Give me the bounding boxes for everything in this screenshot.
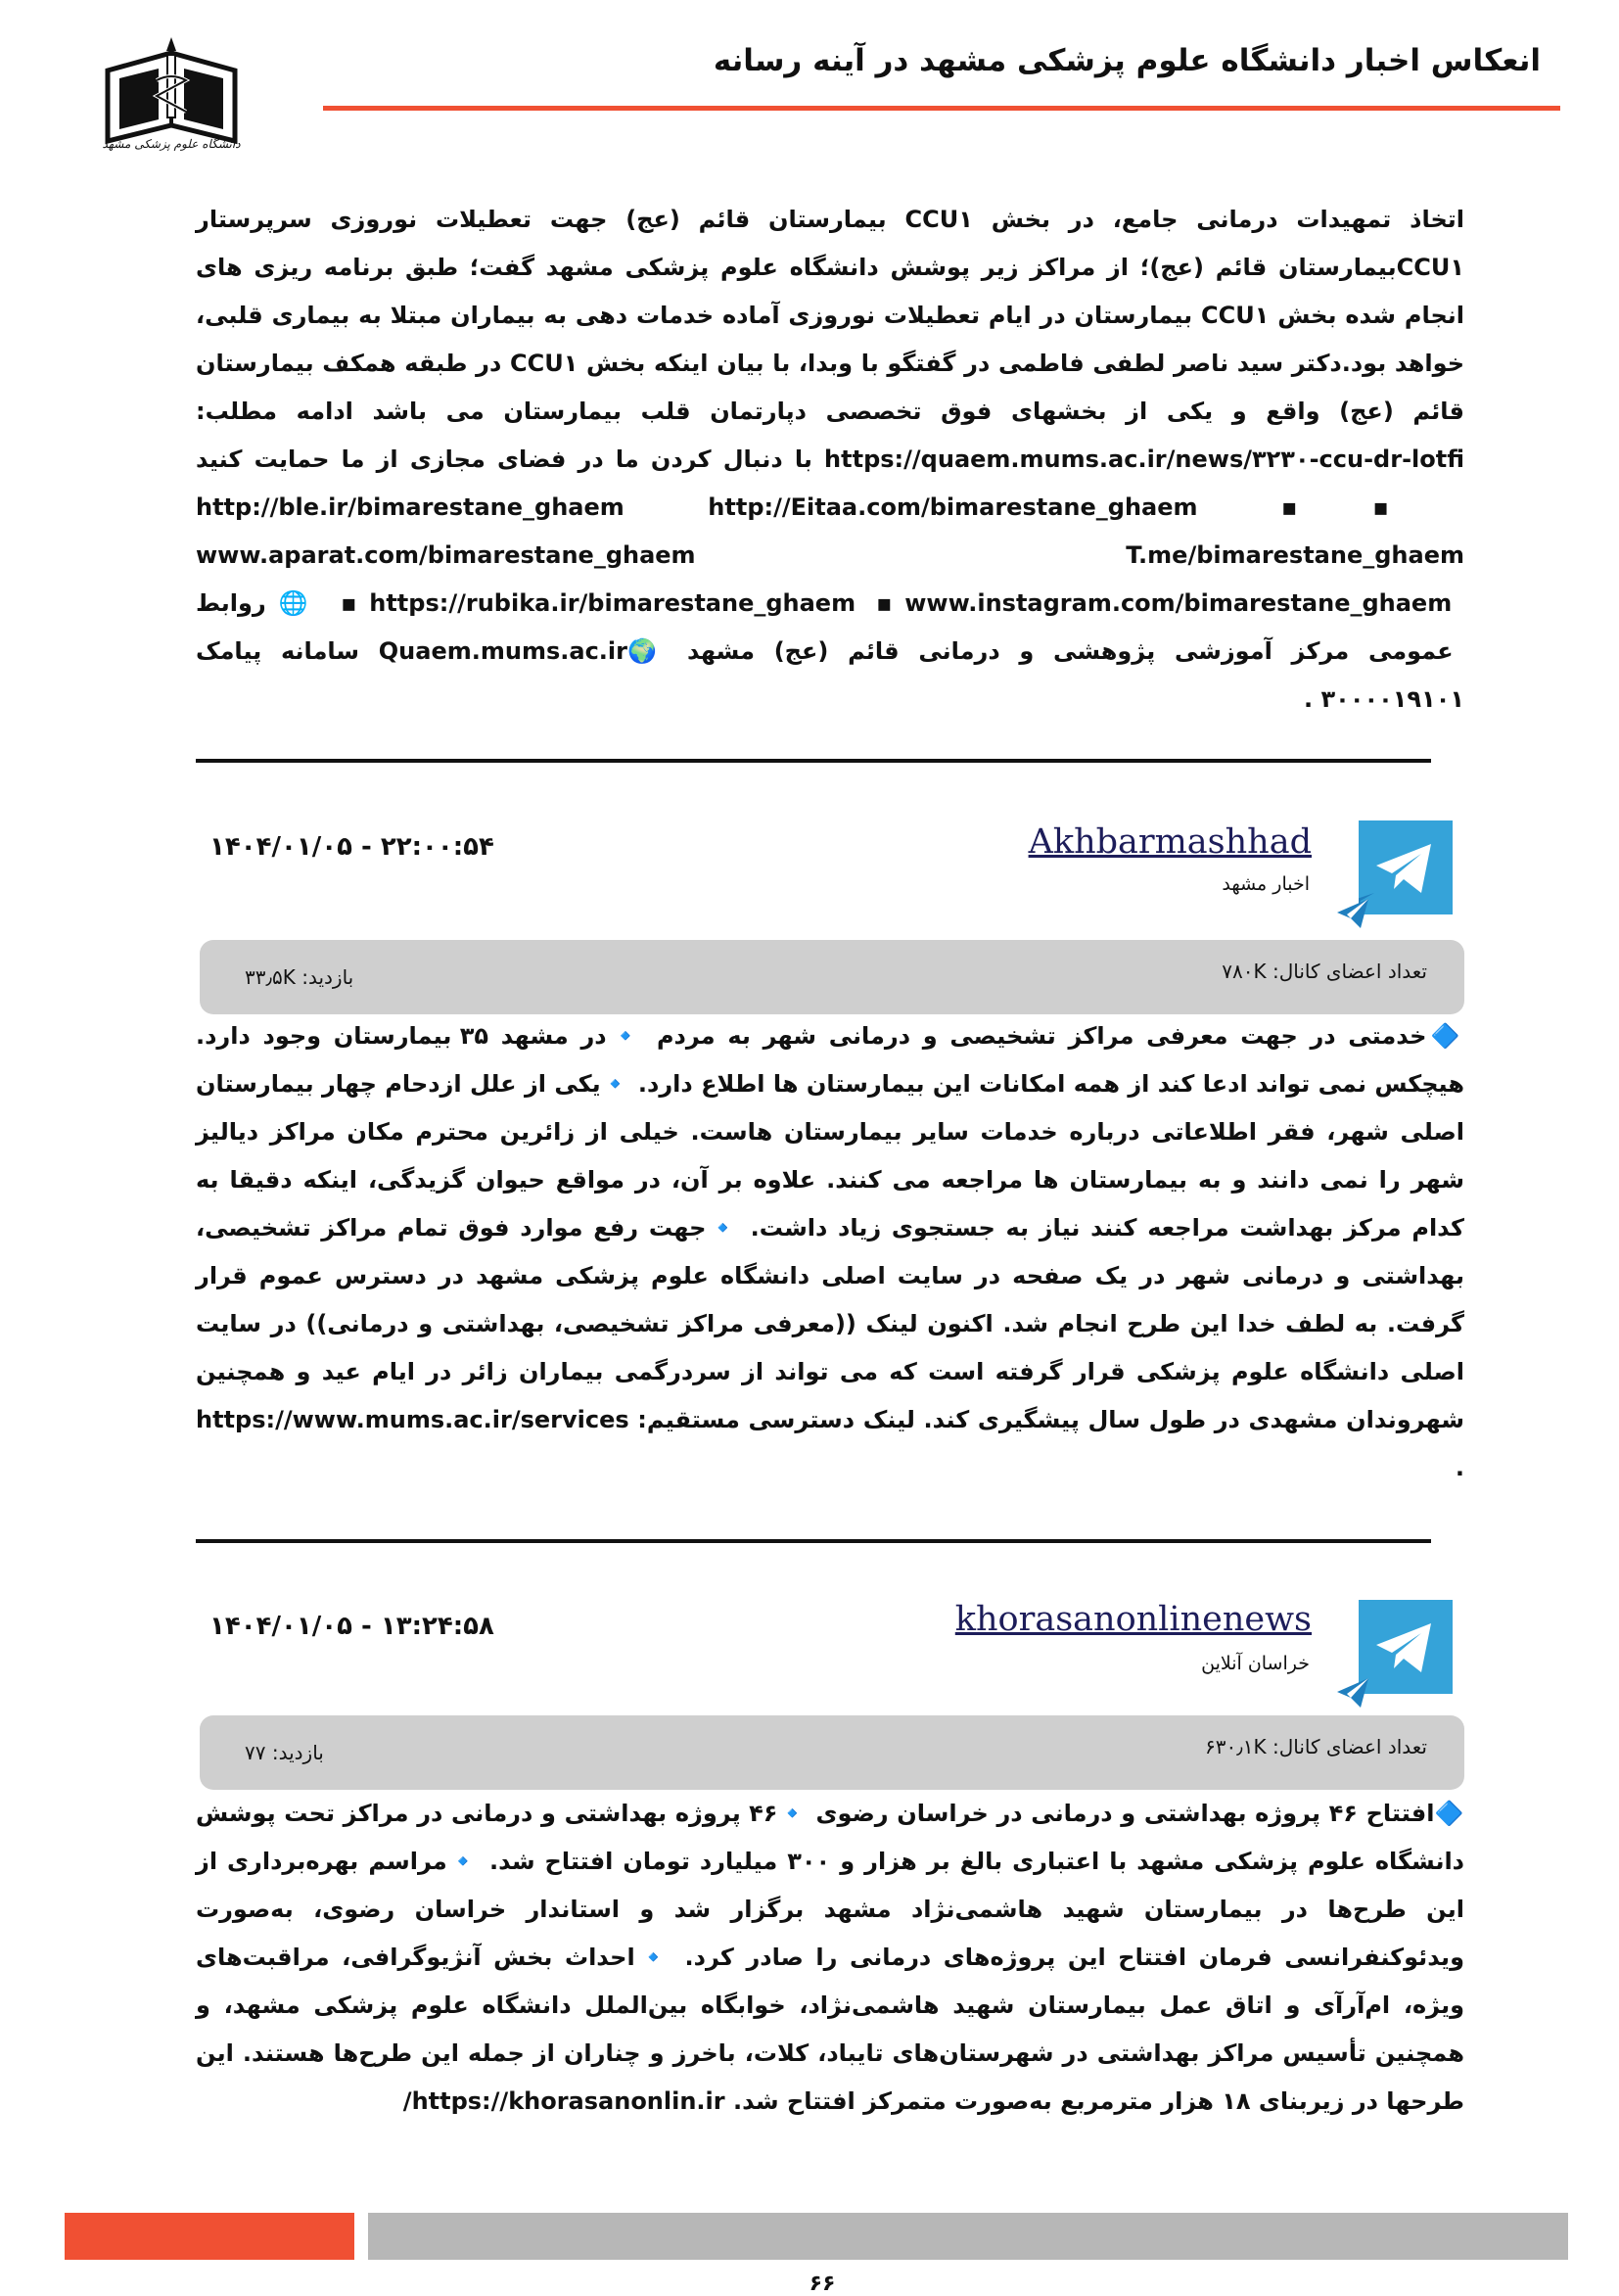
telegram-badge-icon xyxy=(1335,1674,1370,1710)
post-body: 🔷خدمتی در جهت معرفی مراکز تشخیصی و درمانی شهر به مردم 🔹در مشهد ۳۵ بیمارستان وجود دارد. هیچکس نمی تواند ادعا کند از همه امکانات این بیمارستان ها اطلاع دارد. 🔹یکی از علل ازدحام چهار بیمارستان اصلی شهر، فقر اطلاعاتی درباره خدمات سایر بیمارستان هاست. خیلی از زائرین محترم مکان مراکز دیالیز شهر را نمی دانند و به بیمارستان ها مراجعه می کنند. علاوه بر آن، در مواقع حیوان گزیدگی، اینکه دقیقا به کدام مرکز بهداشت مراجعه کنند نیاز به جستجوی زیاد داشت. 🔹جهت رفع موارد فوق تمام مراکز تشخیصی، بهداشتی و درمانی شهر در یک صفحه در سایت اصلی دانشگاه علوم پزشکی مشهد در دسترس عموم قرار گرفت. به لطف خدا این طرح انجام شد. اکنون لینک ((معرفی مراکز تشخیصی، بهداشتی و درمانی)) در سایت اصلی دانشگاه علوم پزشکی قرار گرفته است که می تواند از سردرگمی بیماران زائر در ایام عید و همچنین شهروندان مشهدی در طول سال پیشگیری کند. لینک دسترسی مستقیم: https://www.mums.ac.ir/services . xyxy=(196,1022,1465,1481)
footer-bar xyxy=(368,2213,1568,2260)
header-rule xyxy=(323,106,1560,111)
post-views: بازدید: ۳۳٫۵K xyxy=(245,965,354,989)
telegram-icon[interactable] xyxy=(1359,820,1453,914)
channel-members: تعداد اعضای کانال: ۶۳۰٫۱K xyxy=(1205,1735,1427,1758)
post-views: بازدید: ۷۷ xyxy=(245,1741,324,1764)
page-number: ۶۶ xyxy=(809,2272,836,2296)
channel-name[interactable]: Akhbarmashhad xyxy=(1028,822,1312,862)
post-stats-bar xyxy=(200,940,1464,1014)
post-stats-bar xyxy=(200,1715,1464,1790)
telegram-icon[interactable] xyxy=(1359,1600,1453,1694)
telegram-badge-icon xyxy=(1335,895,1370,930)
channel-name[interactable]: khorasanonlinenews xyxy=(954,1600,1312,1639)
intro-paragraph: اتخاذ تمهیدات درمانی جامع، در بخش CCU۱ بیمارستان قائم (عج) جهت تعطیلات نوروزی سرپرستار CCU۱بیمارستان قائم (عج)؛ از مراکز زیر پوشش دانشگاه علوم پزشکی مشهد گفت؛ طبق برنامه ریزی های انجام شده بخش CCU۱ بیمارستان در ایام تعطیلات نوروزی آماده خدمات دهی به بیماران مبتلا به بیماری قلبی، خواهد بود.دکتر سید ناصر لطفی فاطمی در گفتگو با وبدا، با بیان اینکه بخش CCU۱ در طبقه همکف بیمارستان قائم (عج) واقع و یکی از بخشهای فوق تخصصی دپارتمان قلب بیمارستان می باشد ادامه مطلب: https://quaem.mums.ac.ir/news/۳۲۳۰-ccu-dr-lotfi با دنبال کردن ما در فضای مجازی از ما حمایت کنید ▪http://ble.ir/bimarestane_ghaem http://Eitaa.com/bimarestane_ghaem ▪ www.aparat.com/bimarestane_ghaem T.me/bimarestane_ghaem ▪https://rubika.ir/bimarestane_ghaem ▪www.instagram.com/bimarestane_ghaem 🌐روابط عمومی مرکز آموزشی پژوهشی و درمانی قائم (عج) مشهد 🌍Quaem.mums.ac.ir سامانه پیامک ۳۰۰۰۰۱۹۱۰۱ . xyxy=(196,206,1464,713)
channel-members: تعداد اعضای کانال: ۷۸۰K xyxy=(1222,960,1427,983)
post-body: 🔷افتتاح ۴۶ پروژه بهداشتی و درمانی در خراسان رضوی 🔹۴۶ پروژه بهداشتی و درمانی در مراکز تحت پوشش دانشگاه علوم پزشکی مشهد با اعتباری بالغ بر هزار و ۳۰۰ میلیارد تومان افتتاح شد. 🔹مراسم بهره‌برداری از این طرح‌ها در بیمارستان شهید هاشمی‌نژاد مشهد برگزار شد و استاندار خراسان رضوی، به‌صورت ویدئوکنفرانسی فرمان افتتاح این پروژه‌های درمانی را صادر کرد. 🔹احداث بخش آنژیوگرافی، مراقبت‌های ویژه، ام‌آر‌آی و اتاق عمل بیمارستان شهید هاشمی‌نژاد، خوابگاه بین‌الملل دانشگاه علوم پزشکی مشهد، و همچنین تأسیس مراکز بهداشتی در شهرستان‌های تایباد، کلات، باخرز و چناران از جمله این طرح‌ها هستند. این طرحها در زیربنای ۱۸ هزار مترمربع به‌صورت متمرکز افتتاح شد. https://khorasanonlin.ir/ xyxy=(196,1800,1464,2115)
logo-caption: دانشگاه علوم پزشکی مشهد xyxy=(102,137,241,151)
post-datetime: ۱۴۰۴/۰۱/۰۵ - ۱۳:۲۴:۵۸ xyxy=(209,1612,494,1641)
section-divider xyxy=(196,1539,1431,1543)
section-divider xyxy=(196,759,1431,763)
channel-subtitle: خراسان آنلاین xyxy=(1201,1653,1310,1674)
footer-accent-bar xyxy=(65,2213,354,2260)
document-title: انعکاس اخبار دانشگاه علوم پزشکی مشهد در آینه رسانه xyxy=(713,43,1541,78)
channel-subtitle: اخبار مشهد xyxy=(1222,873,1310,895)
post-datetime: ۱۴۰۴/۰۱/۰۵ - ۲۲:۰۰:۵۴ xyxy=(209,832,494,862)
